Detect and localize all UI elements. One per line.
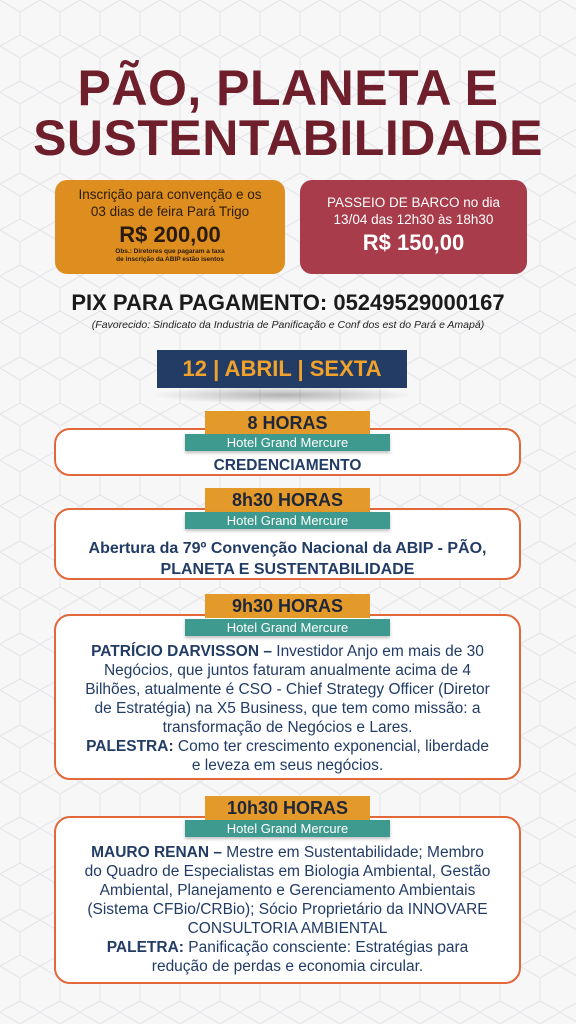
event-text-4 [62,843,513,976]
registration-line2: 03 dias de feira Pará Trigo [90,204,250,219]
speaker-bio-4-4: (Sistema CFBio/CRBio); Sócio Proprietário da INNOVARE [87,901,488,918]
boat-tour-price: R$ 150,00 [362,230,465,255]
event-time-3: 9h30 HORAS [205,594,370,618]
talk-title-4-2: redução de perdas e economia circular. [151,958,424,975]
event-2-line2: PLANETA E SUSTENTABILIDADE [160,561,415,578]
event-venue-4: Hotel Grand Mercure [185,820,390,837]
event-venue-2: Hotel Grand Mercure [185,512,390,529]
boat-tour-line2: 13/04 das 12h30 às 18h30 [333,212,494,227]
speaker-name-3: PATRÍCIO DARVISSON – [91,643,272,660]
event-time-2: 8h30 HORAS [205,488,370,512]
event-text-3 [62,642,513,775]
speaker-name-4: MAURO RENAN – [91,844,222,861]
speaker-bio-4-1: Mestre em Sustentabilidade; Membro [222,844,484,861]
talk-label-3: PALESTRA: [86,738,174,755]
event-venue-3: Hotel Grand Mercure [185,619,390,636]
speaker-bio-4-3: Ambiental, Planejamento e Gerenciamento Ambientais [99,882,476,899]
page-title-line1: PÃO, PLANETA E [77,60,499,116]
speaker-bio-4-2: do Quadro de Especialistas em Biologia Ambiental, Gestão [84,863,491,880]
registration-line1: Inscrição para convenção e os [78,187,262,202]
event-text-1: CREDENCIAMENTO [213,457,362,474]
speaker-bio-3-4: de Estratégia) na X5 Business, que tem como missão: a [94,700,481,717]
talk-label-4: PALETRA: [106,939,184,956]
talk-title-4-1: Panificação consciente: Estratégias para [183,939,469,956]
pix-payment: PIX PARA PAGAMENTO: 05249529000167 [71,290,505,315]
date-banner-shadow [150,386,414,404]
registration-note1: Obs.: Diretores que pagaram a taxa [115,248,225,255]
speaker-bio-3-1: Investidor Anjo em mais de 30 [271,643,484,660]
talk-title-3-2: e leveza em seus negócios. [191,757,384,774]
date-banner: 12 | ABRIL | SEXTA [157,350,407,388]
event-time-1: 8 HORAS [205,411,370,435]
speaker-bio-3-3: Bilhões, atualmente é CSO - Chief Strategy Officer (Diretor [85,681,490,698]
registration-price: R$ 200,00 [119,222,221,247]
registration-note2: de inscrição da ABIP estão isentos [116,256,224,263]
speaker-bio-3-2: Negócios, que juntos faturam anualmente acima de 4 [103,662,472,679]
speaker-bio-3-5: transformação de Negócios e Lares. [162,719,413,736]
event-text-2 [62,538,513,580]
talk-title-3-1: Como ter crescimento exponencial, liberdade [173,738,489,755]
event-time-4: 10h30 HORAS [205,796,370,820]
pix-beneficiary-note: (Favorecido: Sindicato da Industria de Panificação e Conf dos est do Pará e Amapá) [91,319,485,331]
speaker-bio-4-5: CONSULTORIA AMBIENTAL [187,920,388,937]
boat-tour-line1: PASSEIO DE BARCO no dia [326,195,501,210]
page-title-line2: SUSTENTABILIDADE [33,110,543,166]
registration-box [55,180,285,274]
event-venue-1: Hotel Grand Mercure [185,434,390,451]
boat-tour-box [300,180,527,274]
event-2-line1: Abertura da 79º Convenção Nacional da ABIP - PÃO, [88,540,487,557]
